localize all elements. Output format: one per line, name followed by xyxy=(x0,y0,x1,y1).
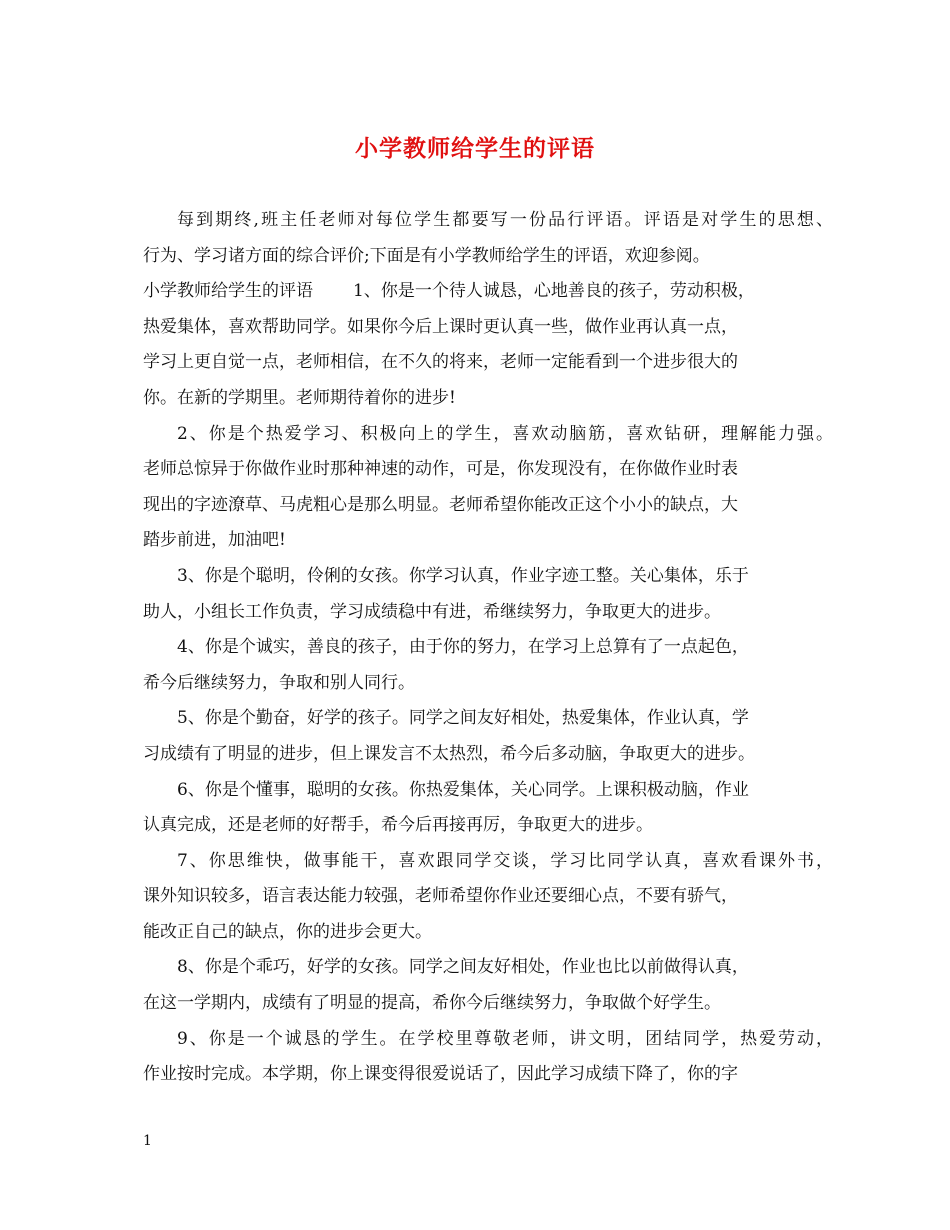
text-line: 助人，小组长工作负责，学习成绩稳中有进，希继续努力，争取更大的进步。 xyxy=(143,601,721,622)
text-line: 踏步前进，加油吧! xyxy=(143,530,286,551)
text-line: 习成绩有了明显的进步，但上课发言不太热烈，希今后多动脑，争取更大的进步。 xyxy=(143,743,755,764)
text-line: 8、你是个乖巧，好学的女孩。同学之间友好相处，作业也比以前做得认真， xyxy=(177,957,749,978)
text-line: 4、你是个诚实，善良的孩子，由于你的努力，在学习上总算有了一点起色， xyxy=(177,637,749,658)
text-line: 你。在新的学期里。老师期待着你的进步! xyxy=(143,387,456,408)
text-line: 9、你是一个诚恳的学生。在学校里尊敬老师，讲文明，团结同学，热爱劳动， xyxy=(177,1028,833,1049)
text-line: 5、你是个勤奋，好学的孩子。同学之间友好相处，热爱集体，作业认真，学 xyxy=(177,708,749,729)
text-line xyxy=(143,274,833,310)
text-line: 现出的字迹潦草、马虎粗心是那么明显。老师希望你能改正这个小小的缺点，大 xyxy=(143,494,738,515)
text-line: 行为、学习诸方面的综合评价;下面是有小学教师给学生的评语，欢迎参阅。 xyxy=(143,245,710,266)
section-heading: 小学教师给学生的评语 xyxy=(143,281,313,302)
text-line: 热爱集体，喜欢帮助同学。如果你今后上课时更认真一些，做作业再认真一点， xyxy=(143,316,738,337)
text-line: 7、你思维快，做事能干，喜欢跟同学交谈，学习比同学认真，喜欢看课外书， xyxy=(177,850,833,871)
page-number: 1 xyxy=(143,1133,152,1149)
text-segment: 1、你是一个待人诚恳，心地善良的孩子，劳动积极， xyxy=(353,281,755,302)
text-line: 6、你是个懂事，聪明的女孩。你热爱集体，关心同学。上课积极动脑，作业 xyxy=(177,779,749,800)
document-body xyxy=(143,203,833,1093)
text-line: 能改正自己的缺点，你的进步会更大。 xyxy=(143,921,432,942)
text-line: 课外知识较多，语言表达能力较强，老师希望你作业还要细心点，不要有骄气， xyxy=(143,886,738,907)
text-line: 2、你是个热爱学习、积极向上的学生，喜欢动脑筋，喜欢钻研，理解能力强。 xyxy=(177,423,833,444)
text-line: 每到期终,班主任老师对每位学生都要写一份品行评语。评语是对学生的思想、 xyxy=(177,210,833,230)
text-line: 老师总惊异于你做作业时那种神速的动作，可是，你发现没有，在你做作业时表 xyxy=(143,459,738,480)
text-line: 3、你是个聪明，伶俐的女孩。你学习认真，作业字迹工整。关心集体，乐于 xyxy=(177,565,749,586)
text-line: 在这一学期内，成绩有了明显的提高，希你今后继续努力，争取做个好学生。 xyxy=(143,993,721,1014)
text-line: 认真完成，还是老师的好帮手，希今后再接再厉，争取更大的进步。 xyxy=(143,815,653,836)
page-title: 小学教师给学生的评语 xyxy=(355,135,595,162)
text-line: 学习上更自觉一点，老师相信，在不久的将来，老师一定能看到一个进步很大的 xyxy=(143,352,738,373)
text-line: 作业按时完成。本学期，你上课变得很爱说话了，因此学习成绩下降了，你的字 xyxy=(143,1064,738,1085)
text-line: 希今后继续努力，争取和别人同行。 xyxy=(143,672,415,693)
